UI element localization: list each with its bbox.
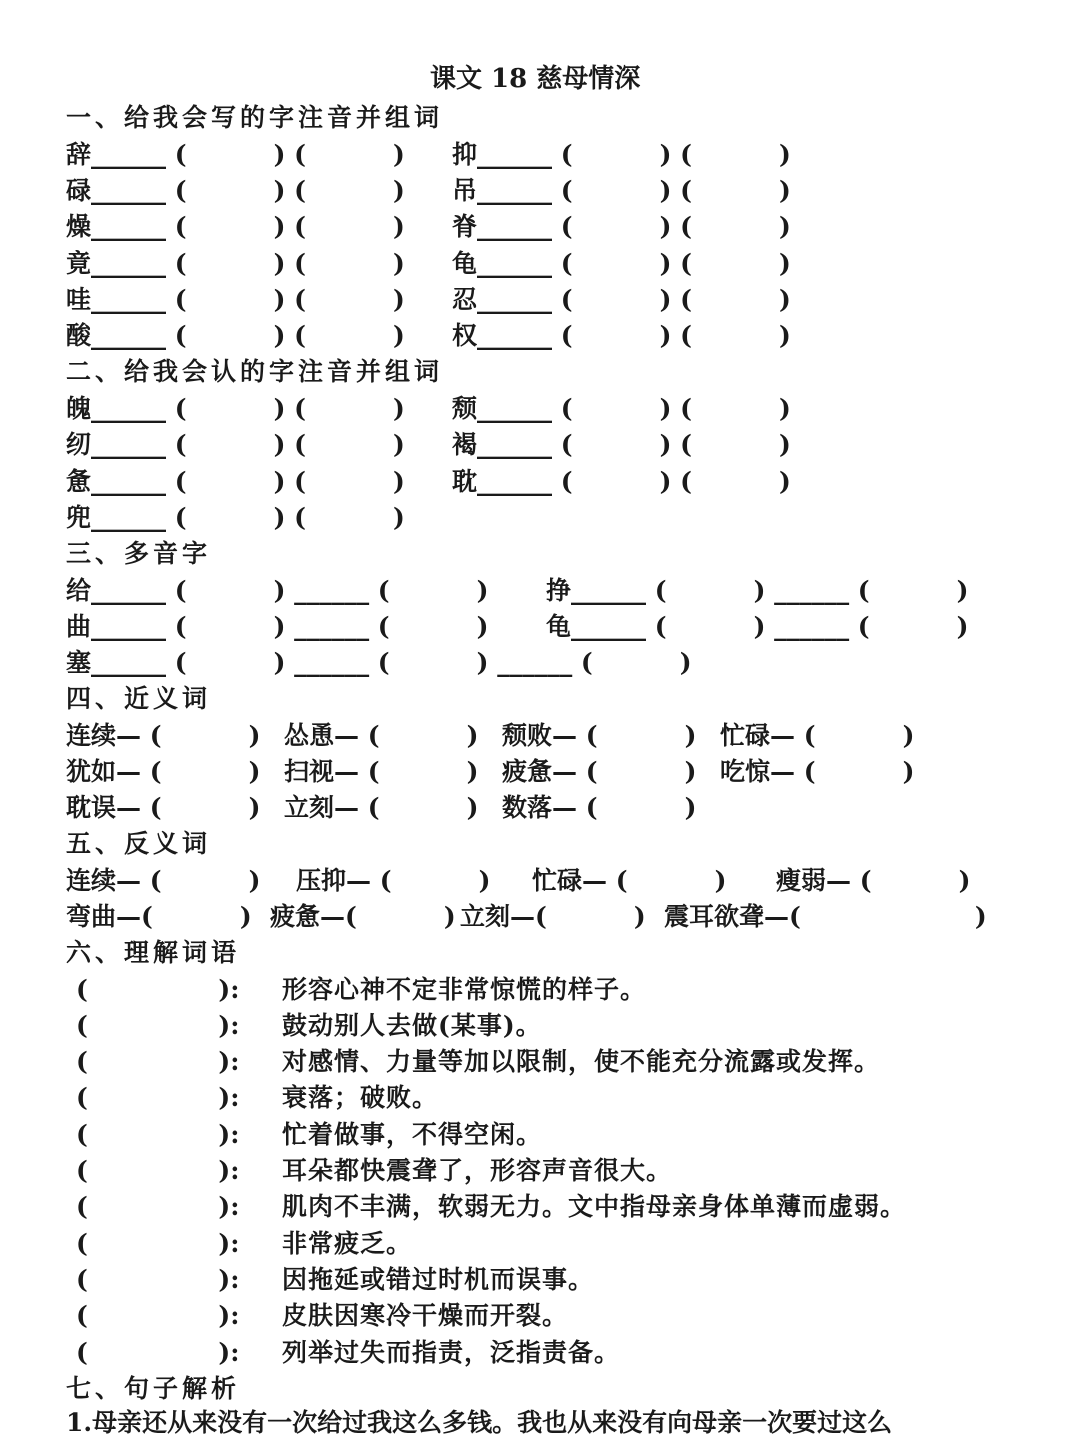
- s2-row-2-left: 纫______ ( ) ( ): [66, 430, 405, 459]
- s6-item-2: 鼓动别人去做(某事)。: [282, 1011, 542, 1040]
- s6-blank-2: ( ):: [76, 1011, 240, 1040]
- s5-r1-c3: 忙碌— ( ): [532, 866, 727, 895]
- s6-item-9: 因拖延或错过时机而误事。: [282, 1265, 595, 1294]
- s6-blank-3: ( ):: [76, 1047, 240, 1076]
- section-5-heading: 五、反义词: [66, 829, 212, 858]
- s1-row-4-right: 龟______ ( ) ( ): [452, 249, 791, 278]
- s6-blank-9: ( ):: [76, 1265, 240, 1294]
- s2-row-3-right: 耽______ ( ) ( ): [452, 467, 791, 496]
- s1-row-6-left: 酸______ ( ) ( ): [66, 321, 405, 350]
- s6-item-10: 皮肤因寒冷干燥而开裂。: [282, 1301, 569, 1330]
- s1-row-2-left: 碌______ ( ) ( ): [66, 176, 405, 205]
- s1-row-6-right: 权______ ( ) ( ): [452, 321, 791, 350]
- s2-row-2-right: 褐______ ( ) ( ): [452, 430, 791, 459]
- section-6-heading: 六、理解词语: [66, 938, 241, 967]
- s6-item-7: 肌肉不丰满，软弱无力。文中指母亲身体单薄而虚弱。: [282, 1192, 907, 1221]
- s1-row-5-right: 忍______ ( ) ( ): [452, 285, 791, 314]
- s6-item-8: 非常疲乏。: [282, 1229, 413, 1258]
- s6-blank-5: ( ):: [76, 1120, 240, 1149]
- s4-r3-c1: 耽误— ( ): [66, 793, 261, 822]
- s1-row-5-left: 哇______ ( ) ( ): [66, 285, 405, 314]
- s5-r2-c3: 立刻—( ): [460, 902, 646, 931]
- s1-row-2-right: 吊______ ( ) ( ): [452, 176, 791, 205]
- s6-item-1: 形容心神不定非常惊慌的样子。: [282, 975, 647, 1004]
- s6-item-5: 忙着做事，不得空闲。: [282, 1120, 543, 1149]
- section-7-heading: 七、句子解析: [66, 1374, 241, 1403]
- s6-blank-6: ( ):: [76, 1156, 240, 1185]
- s6-item-6: 耳朵都快震聋了，形容声音很大。: [282, 1156, 673, 1185]
- s4-r2-c2: 扫视— ( ): [284, 757, 479, 786]
- s6-item-3: 对感情、力量等加以限制，使不能充分流露或发挥。: [282, 1047, 881, 1076]
- s3-row-1-left: 给______ ( ) ______ ( ): [66, 576, 489, 605]
- s3-row-2-left: 曲______ ( ) ______ ( ): [66, 612, 489, 641]
- s4-r1-c2: 怂恿— ( ): [284, 721, 479, 750]
- s4-r2-c1: 犹如— ( ): [66, 757, 261, 786]
- s6-blank-7: ( ):: [76, 1192, 240, 1221]
- s4-r1-c4: 忙碌— ( ): [720, 721, 915, 750]
- s4-r2-c4: 吃惊— ( ): [720, 757, 915, 786]
- s2-row-3-left: 惫______ ( ) ( ): [66, 467, 405, 496]
- s3-row-1-right: 挣______ ( ) ______ ( ): [546, 576, 969, 605]
- s2-row-1-left: 魄______ ( ) ( ): [66, 394, 405, 423]
- s4-r3-c3: 数落— ( ): [502, 793, 697, 822]
- s6-blank-1: ( ):: [76, 975, 240, 1004]
- s5-r1-c1: 连续— ( ): [66, 866, 261, 895]
- section-2-heading: 二、给我会认的字注音并组词: [66, 357, 444, 386]
- s6-blank-10: ( ):: [76, 1301, 240, 1330]
- s6-blank-4: ( ):: [76, 1083, 240, 1112]
- s5-r1-c2: 压抑— ( ): [296, 866, 491, 895]
- s3-row-3: 塞______ ( ) ______ ( ) ______ ( ): [66, 648, 692, 677]
- s5-r2-c1: 弯曲—( ): [66, 902, 252, 931]
- s5-r2-c2: 疲惫—( ): [270, 902, 456, 931]
- section-4-heading: 四、近义词: [66, 684, 212, 713]
- s1-row-3-right: 脊______ ( ) ( ): [452, 212, 791, 241]
- s1-row-3-left: 燥______ ( ) ( ): [66, 212, 405, 241]
- s4-r3-c2: 立刻— ( ): [284, 793, 479, 822]
- s1-row-1-right: 抑______ ( ) ( ): [452, 140, 791, 169]
- s6-blank-11: ( ):: [76, 1338, 240, 1367]
- s5-r2-c4: 震耳欲聋—( ): [664, 902, 987, 931]
- s6-blank-8: ( ):: [76, 1229, 240, 1258]
- section-1-heading: 一、给我会写的字注音并组词: [66, 103, 444, 132]
- s1-row-1-left: 辞______ ( ) ( ): [66, 140, 405, 169]
- s4-r1-c1: 连续— ( ): [66, 721, 261, 750]
- page-title: 课文 18 慈母情深: [430, 64, 641, 94]
- s1-row-4-left: 竟______ ( ) ( ): [66, 249, 405, 278]
- s3-row-2-right: 龟______ ( ) ______ ( ): [546, 612, 969, 641]
- section-3-heading: 三、多音字: [66, 539, 212, 568]
- s7-sentence-1: 1.母亲还从来没有一次给过我这么多钱。我也从来没有向母亲一次要过这么: [66, 1408, 893, 1437]
- s6-item-11: 列举过失而指责，泛指责备。: [282, 1338, 621, 1367]
- s6-item-4: 衰落；破败。: [282, 1083, 439, 1112]
- s4-r2-c3: 疲惫— ( ): [502, 757, 697, 786]
- s2-row-4-left: 兜______ ( ) ( ): [66, 503, 405, 532]
- s2-row-1-right: 颓______ ( ) ( ): [452, 394, 791, 423]
- s4-r1-c3: 颓败— ( ): [502, 721, 697, 750]
- s5-r1-c4: 瘦弱— ( ): [776, 866, 971, 895]
